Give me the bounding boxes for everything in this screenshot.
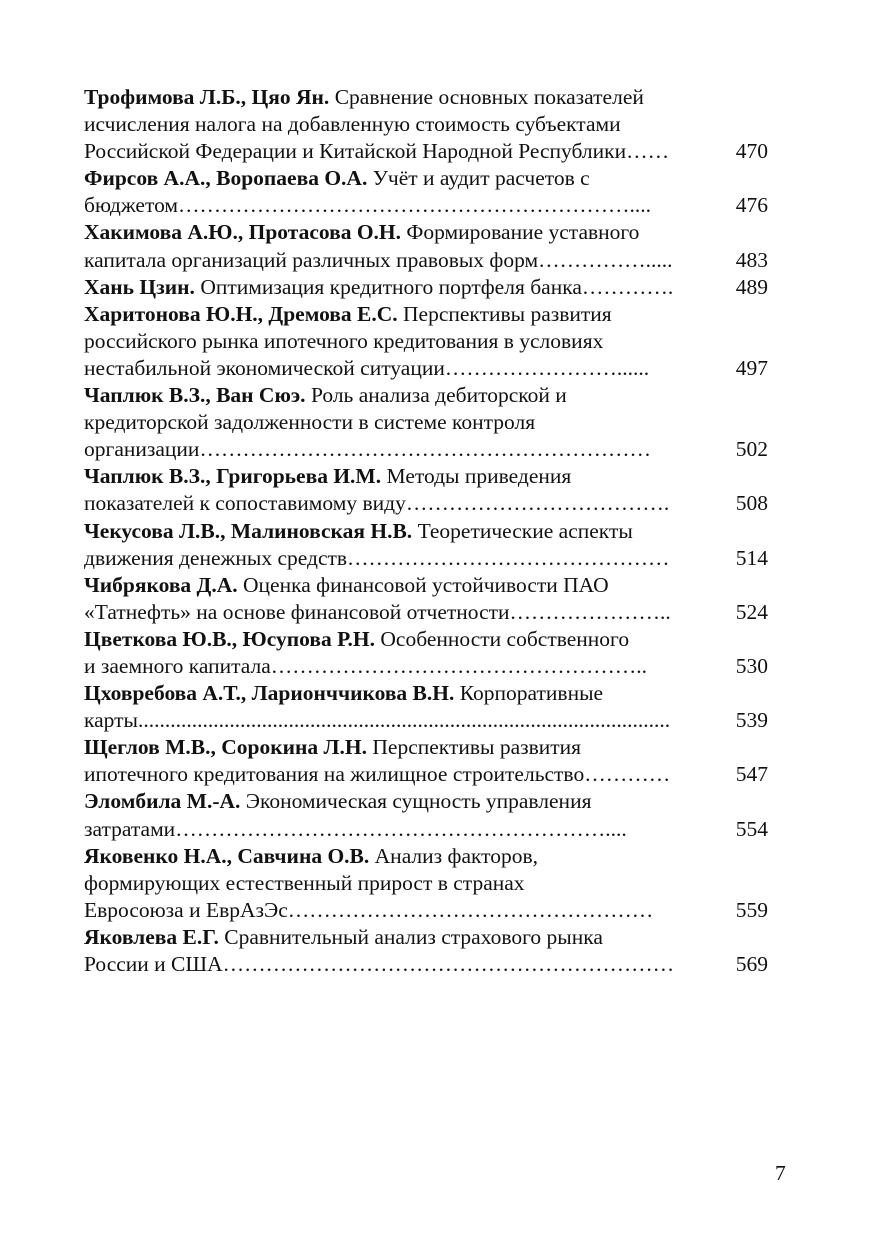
toc-entry-title: кредиторской задолженности в системе контроля [84,410,536,435]
toc-entry-text [84,681,603,705]
toc-leader-dots: …………………………………………….. [270,653,648,678]
toc-entry-title: российского рынка ипотечного кредитования в условиях [84,328,604,353]
toc-entry-line [84,301,768,328]
toc-entry-title: Корпоративные [459,681,604,706]
toc-entry-title: Евросоюза и ЕврАзЭс [84,897,288,922]
toc-entry-text [84,166,590,190]
toc-entry-last-line [84,192,768,219]
toc-entry-title: Сравнительный анализ страхового рынка [224,924,603,949]
toc-entry-authors: Трофимова Л.Б., Цяо Ян. [84,85,330,109]
toc-entry-line [84,843,768,870]
toc-entry-page: 514 [735,545,768,570]
toc-entry-authors: Щеглов М.В., Сорокина Л.Н. [84,735,367,760]
toc-entry-line [84,572,768,599]
toc-entry-title: Экономическая сущность управления [245,789,592,814]
toc-entry-title: Сравнение основных показателей [334,85,644,109]
toc-entry-text [84,653,271,680]
toc-entry-authors: Чаплюк В.З., Ван Сюэ. [84,383,306,408]
toc-entry-line [84,219,768,246]
toc-entry-text [84,925,603,949]
toc-leader-dots: …………………………………………… [287,897,654,922]
toc-leader-dots: ………… [584,762,671,787]
toc-entry-last-line [84,897,768,924]
toc-entry-authors: Фирсов А.А., Воропаева О.А. [84,166,368,191]
toc-entry-last-line [84,355,768,382]
toc-leader-dots: …… [626,139,670,164]
toc-entry-text [84,897,288,924]
toc-entry [84,626,768,680]
toc-entry-title: капитала организаций различных правовых форм [84,247,539,272]
toc-entry-page: 539 [735,708,768,733]
toc-entry-line [84,518,768,545]
toc-entry [84,924,768,978]
toc-entry-text [84,85,644,109]
toc-entry-line [84,84,768,111]
toc-entry [84,843,768,924]
toc-entry-page: 554 [735,816,768,841]
toc-entry-authors: Чекусова Л.В., Малиновская Н.В. [84,518,413,543]
toc-entry-title: Российской Федерации и Китайской Народной Республики [84,139,627,164]
toc-entry-page: 508 [735,491,768,516]
toc-entry-text [84,247,538,274]
toc-entry-title: организации [84,437,200,462]
toc-entry [84,463,768,517]
toc-entry-title: Анализ факторов, [374,843,539,868]
toc-entry-text [84,573,609,597]
toc-entry-last-line [84,490,768,517]
toc-entry-page: 476 [735,193,768,218]
toc-entry-text [84,816,175,843]
toc-entry-title: Учёт и аудит расчетов с [372,166,590,191]
toc-entry-title: исчисления налога на добавленную стоимость субъектами [84,112,621,137]
toc-entry-page: 530 [735,653,768,678]
toc-entry-text [84,383,567,407]
toc-entry-text [84,871,525,895]
toc-entry-text [84,735,581,759]
toc-entry-authors: Хакимова А.Ю., Протасова О.Н. [84,220,402,245]
toc-entry-authors: Цховребова А.Т., Ларионччикова В.Н. [84,681,455,706]
toc-leader-dots: ……………..... [538,247,673,272]
toc-entry-title: «Татнефть» на основе финансовой отчетности [84,599,510,624]
toc-leader-dots: ……………………………………………………….... [178,193,652,218]
toc-entry-page: 483 [735,247,768,272]
toc-entry-authors: Яковенко Н.А., Савчина О.В. [84,843,370,868]
toc-entry-text [84,519,633,543]
toc-entry-line [84,328,768,355]
toc-leader-dots: …………. [581,274,674,299]
toc-entry-title: Методы приведения [386,464,572,489]
toc-entry-text [84,844,538,868]
toc-entry-line [84,165,768,192]
toc-entry-last-line [84,545,768,572]
toc-entry-text [84,789,591,813]
toc-leader-dots: ……………………………………………………… [222,952,675,976]
toc-entry-last-line [84,761,768,788]
toc-entry-text [84,410,535,434]
toc-entry-text [84,599,510,626]
toc-entry-title: Теоретические аспекты [417,518,633,543]
page-number: 7 [775,1161,786,1185]
toc-entry-title: и заемного капитала [84,653,271,678]
toc-entry-authors: Харитонова Ю.Н., Дремова Е.С. [84,301,398,326]
toc-entry-text [84,220,639,244]
toc-entry-title: показателей к сопоставимому виду [84,491,406,516]
toc-entry-title: карты [84,708,138,733]
toc-entry-text [84,545,347,572]
toc-entry-authors: Чибрякова Д.А. [84,572,238,597]
toc-leader-dots: ……………………………………………………… [199,437,651,462]
toc-entry-line [84,924,768,951]
toc-entry-text [84,627,629,651]
toc-entry [84,84,768,165]
toc-entry-authors: Эломбила М.-А. [84,789,241,814]
toc-entry-title: нестабильной экономической ситуации [84,355,445,380]
toc-entry-line [84,409,768,436]
toc-entry-line [84,463,768,490]
toc-entry-title: движения денежных средств [84,545,348,570]
toc-entry-title: Роль анализа дебиторской и [310,383,567,408]
toc-entry-page: 547 [735,762,768,787]
toc-entry-text [84,302,612,326]
toc-entry-title: Оптимизация кредитного портфеля банка [200,274,582,299]
toc-entry-last-line [84,599,768,626]
toc-entry-line [84,870,768,897]
toc-entry-title: Перспективы развития [403,301,612,326]
toc-leader-dots: …………………………………………………….... [175,816,627,841]
toc-entry-last-line [84,951,768,978]
toc-entry [84,680,768,734]
toc-entry-title: Формирование уставного [406,220,640,245]
toc-entry [84,274,768,301]
toc-entry-text [84,138,626,165]
toc-entry-title: Особенности собственного [380,626,630,651]
toc-entry-page: 569 [735,952,768,976]
toc-entry-authors: Хань Цзин. [84,274,195,299]
toc-leader-dots: ………………………………. [405,491,670,516]
toc-entry-text [84,329,603,353]
toc-entry-text [84,761,584,788]
toc-entry-last-line [84,247,768,274]
toc-entry-text [84,464,571,488]
toc-entry [84,301,768,382]
toc-entry-page: 559 [735,897,768,922]
toc-entry-text [84,112,621,136]
toc-entry-line [84,788,768,815]
toc-entry-text [84,707,138,734]
toc-leader-dots: ………………….. [509,599,671,624]
toc-entry-title: ипотечного кредитования на жилищное строительство [84,762,585,787]
toc-entry-last-line [84,138,768,165]
toc-entry-page: 470 [735,139,768,164]
toc-entry [84,518,768,572]
toc-entry-line [84,734,768,761]
toc-entry-text [84,192,178,219]
toc-entry-title: Оценка финансовой устойчивости ПАО [243,572,609,597]
toc-entry [84,572,768,626]
table-of-contents [84,84,768,978]
toc-entry [84,734,768,788]
toc-entry-last-line [84,653,768,680]
toc-leader-dots: ……………………………………… [347,545,670,570]
toc-entry-page: 497 [735,355,768,380]
toc-leader-dots: ................................................................................................... [137,708,671,733]
toc-entry [84,165,768,219]
toc-entry-title: Перспективы развития [372,735,582,760]
toc-entry-text [84,436,199,463]
toc-entry-last-line [84,707,768,734]
toc-entry-line [84,680,768,707]
toc-entry-title: затратами [84,816,176,841]
toc-entry-text [84,951,223,978]
toc-entry-last-line [84,274,768,301]
toc-entry-text [84,274,582,301]
toc-entry-text [84,490,406,517]
toc-entry-last-line [84,816,768,843]
toc-entry-title: бюджетом [84,193,179,218]
toc-entry-last-line [84,436,768,463]
toc-entry-line [84,382,768,409]
toc-entry-authors: Яковлева Е.Г. [84,924,219,949]
toc-entry-authors: Чаплюк В.З., Григорьева И.М. [84,464,382,489]
toc-leader-dots: ……………………...... [444,355,650,380]
toc-entry-page: 502 [735,437,768,462]
toc-entry-page: 524 [735,599,768,624]
toc-entry [84,382,768,463]
toc-entry [84,788,768,842]
toc-entry-title: формирующих естественный прирост в странах [84,870,525,895]
toc-entry-title: России и США [84,952,223,976]
toc-entry-line [84,111,768,138]
toc-entry-authors: Цветкова Ю.В., Юсупова Р.Н. [84,626,376,651]
toc-entry-text [84,355,445,382]
toc-entry-line [84,626,768,653]
toc-entry [84,219,768,273]
toc-entry-page: 489 [735,274,768,299]
